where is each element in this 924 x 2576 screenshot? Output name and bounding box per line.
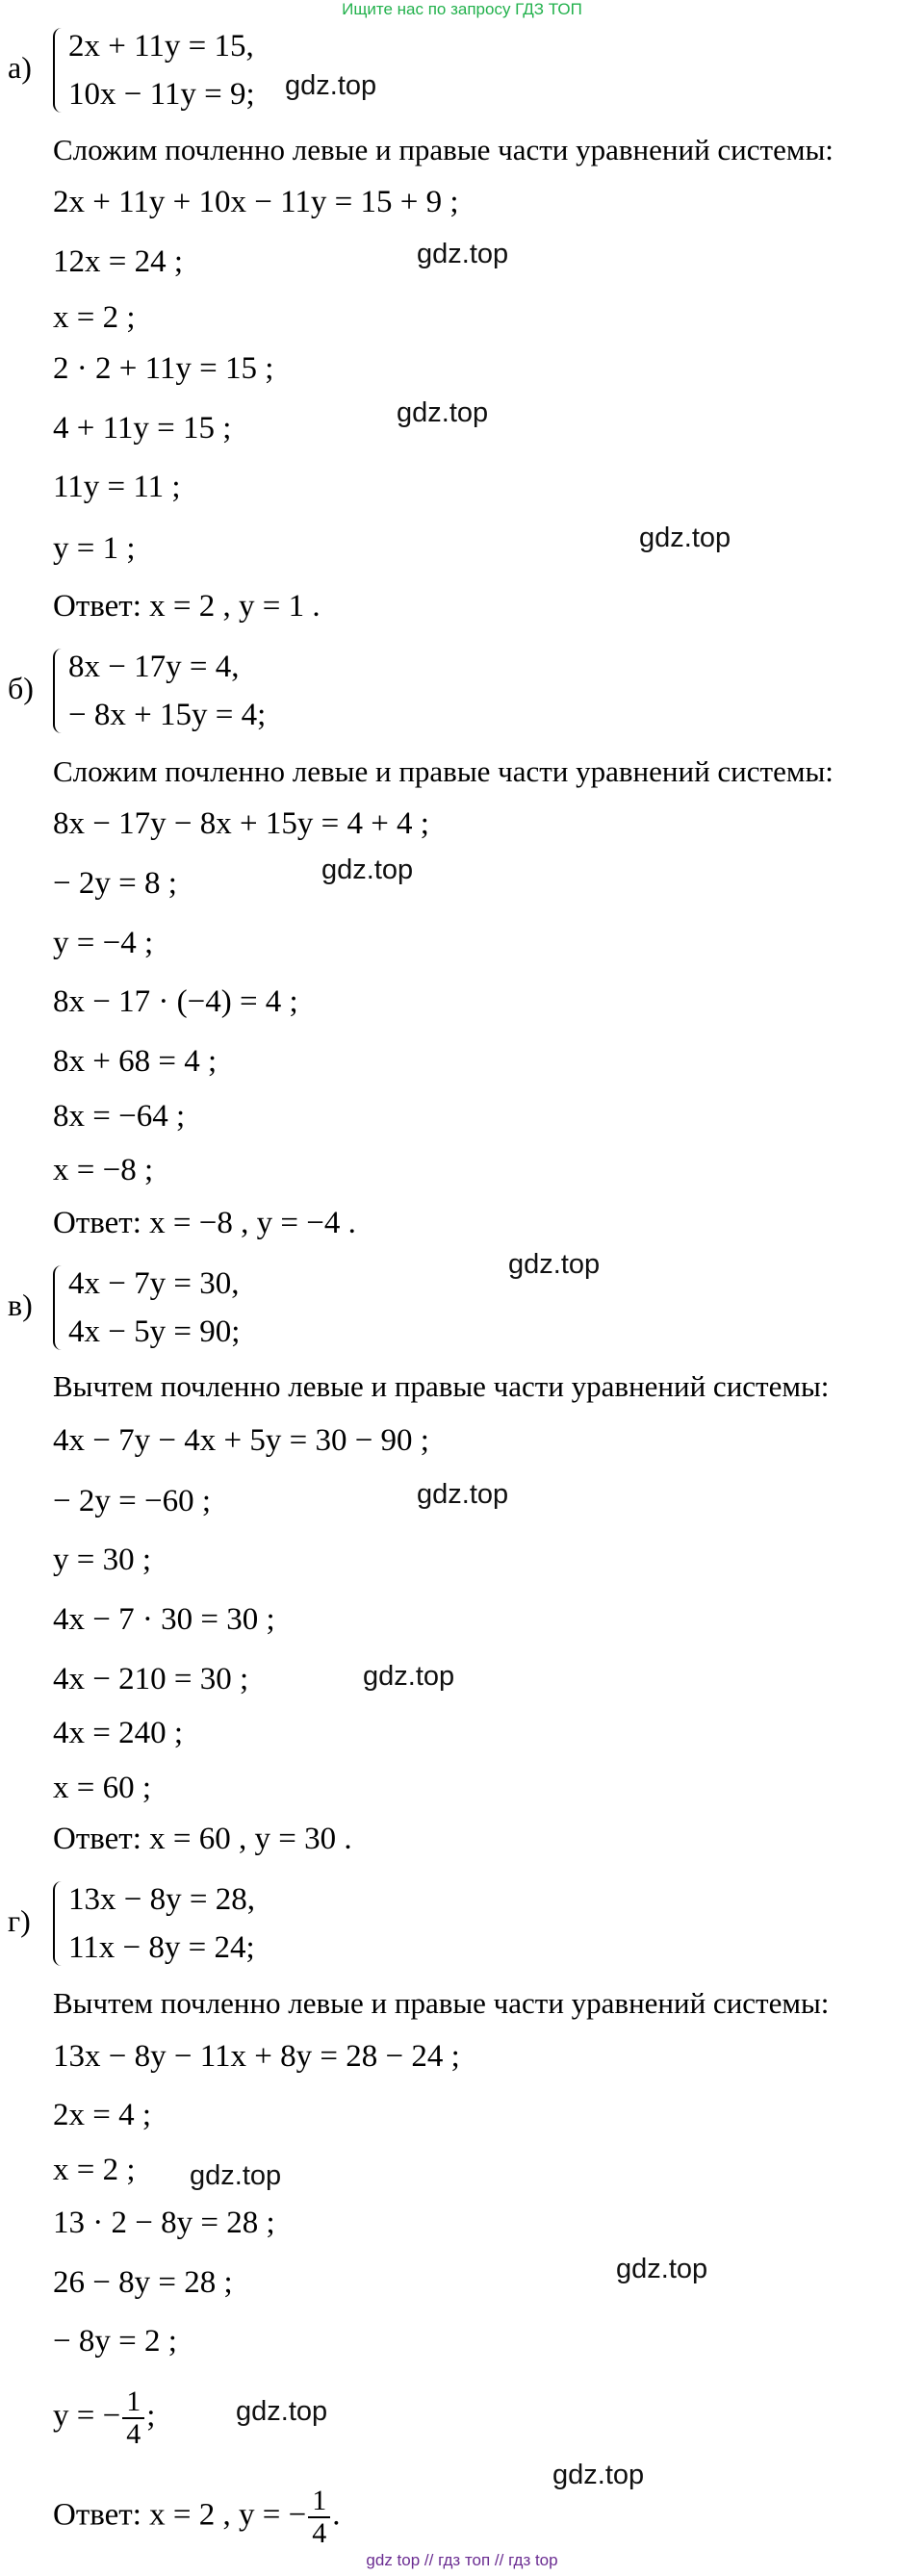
top-banner[interactable]: Ищите нас по запросу ГДЗ ТОП: [342, 0, 582, 18]
part-g-system: [53, 1875, 255, 1972]
part-v-step-2: − 2y = −60 ;: [53, 1484, 212, 1518]
part-a-step-6: 11y = 11 ;: [53, 470, 181, 504]
part-g-intro: Вычтем почленно левые и правые части уравнений системы:: [53, 1986, 830, 2020]
watermark: gdz.top: [397, 397, 489, 428]
watermark: gdz.top: [285, 70, 377, 101]
part-a-system-eq1: 2x + 11y = 15,: [68, 29, 254, 64]
part-v-system-eq1: 4x − 7y = 30,: [68, 1266, 240, 1301]
fraction: [308, 2486, 330, 2549]
part-v-step-7: x = 60 ;: [53, 1771, 152, 1805]
fraction-denominator: 4: [126, 2418, 141, 2450]
part-a-step-5: 4 + 11y = 15 ;: [53, 411, 232, 446]
part-v-step-5: 4x − 210 = 30 ;: [53, 1662, 249, 1696]
part-a-step-2: 12x = 24 ;: [53, 244, 184, 279]
part-g-step-1: 13x − 8y − 11x + 8y = 28 − 24 ;: [53, 2039, 460, 2074]
watermark: gdz.top: [616, 2254, 708, 2284]
part-a-intro: Сложим почленно левые и правые части уравнений системы:: [53, 133, 834, 166]
watermark: gdz.top: [190, 2160, 282, 2191]
part-v-intro: Вычтем почленно левые и правые части уравнений системы:: [53, 1369, 830, 1403]
part-g-step-2: 2x = 4 ;: [53, 2098, 152, 2132]
watermark: gdz.top: [552, 2460, 645, 2490]
part-b-intro: Сложим почленно левые и правые части уравнений системы:: [53, 754, 834, 788]
watermark: gdz.top: [639, 523, 732, 553]
part-v-step-3: y = 30 ;: [53, 1543, 152, 1577]
part-g-label: г): [8, 1903, 31, 1938]
part-v-answer: Ответ: x = 60 , y = 30 .: [53, 1822, 352, 1856]
watermark: gdz.top: [321, 854, 414, 885]
watermark: gdz.top: [417, 1479, 509, 1510]
part-a-system-eq2: 10x − 11y = 9;: [68, 77, 255, 112]
part-b-step-1: 8x − 17y − 8x + 15y = 4 + 4 ;: [53, 806, 429, 841]
watermark: gdz.top: [236, 2396, 328, 2427]
part-b-system-eq1: 8x − 17y = 4,: [68, 650, 240, 684]
part-a-step-7: y = 1 ;: [53, 531, 136, 566]
part-b-step-7: x = −8 ;: [53, 1153, 154, 1187]
part-b-step-3: y = −4 ;: [53, 926, 154, 960]
part-g-answer-tail: .: [332, 2497, 341, 2533]
fraction: [122, 2386, 144, 2450]
part-g-step-5: 26 − 8y = 28 ;: [53, 2265, 233, 2300]
part-a-step-4: 2 · 2 + 11y = 15 ;: [53, 351, 274, 386]
part-b-system: [53, 643, 266, 739]
part-b-step-2: − 2y = 8 ;: [53, 866, 177, 901]
part-v-step-4: 4x − 7 · 30 = 30 ;: [53, 1602, 275, 1637]
part-g-answer-lead: Ответ: x = 2 , y = −: [53, 2497, 307, 2533]
part-v-system-eq2: 4x − 5y = 90;: [68, 1314, 241, 1349]
part-g-step-3: x = 2 ;: [53, 2153, 136, 2187]
part-g-step-7-tail: ;: [146, 2398, 156, 2434]
part-g-step-6: − 8y = 2 ;: [53, 2324, 177, 2359]
part-a-label: а): [8, 50, 32, 85]
part-b-answer: Ответ: x = −8 , y = −4 .: [53, 1206, 356, 1240]
part-g-system-eq2: 11x − 8y = 24;: [68, 1930, 255, 1965]
fraction-numerator: 1: [308, 2486, 330, 2518]
part-v-system: [53, 1260, 240, 1356]
part-g-step-7-lead: y = −: [53, 2398, 121, 2434]
part-g-step-7: [53, 2386, 155, 2450]
part-a-answer: Ответ: x = 2 , y = 1 .: [53, 589, 321, 624]
fraction-denominator: 4: [312, 2517, 327, 2549]
part-a-step-3: x = 2 ;: [53, 300, 136, 335]
footer-links[interactable]: gdz top // гдз топ // гдз top: [366, 2551, 558, 2569]
part-v-step-6: 4x = 240 ;: [53, 1716, 184, 1750]
part-g-system-eq1: 13x − 8y = 28,: [68, 1882, 255, 1917]
watermark: gdz.top: [508, 1249, 601, 1280]
watermark: gdz.top: [417, 239, 509, 269]
part-b-step-5: 8x + 68 = 4 ;: [53, 1044, 218, 1079]
part-b-step-4: 8x − 17 · (−4) = 4 ;: [53, 984, 298, 1019]
part-b-system-eq2: − 8x + 15y = 4;: [68, 698, 267, 732]
part-b-label: б): [8, 671, 34, 705]
watermark: gdz.top: [363, 1661, 455, 1692]
part-a-system: [53, 22, 255, 118]
part-b-step-6: 8x = −64 ;: [53, 1099, 186, 1134]
part-v-label: в): [8, 1288, 33, 1322]
part-g-answer: [53, 2486, 340, 2549]
part-a-step-1: 2x + 11y + 10x − 11y = 15 + 9 ;: [53, 185, 459, 219]
part-g-step-4: 13 · 2 − 8y = 28 ;: [53, 2206, 275, 2240]
fraction-numerator: 1: [122, 2386, 144, 2419]
part-v-step-1: 4x − 7y − 4x + 5y = 30 − 90 ;: [53, 1423, 429, 1458]
